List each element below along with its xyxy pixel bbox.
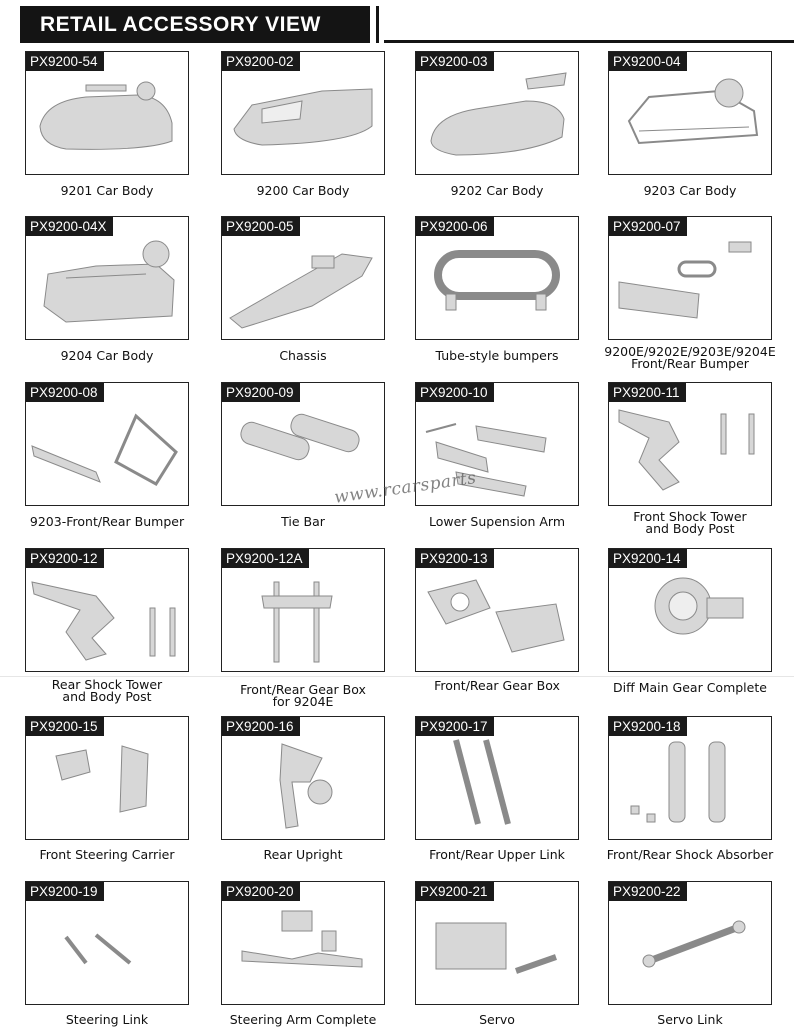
car-body-9202-illustration — [416, 71, 578, 175]
gear-box-illustration — [416, 568, 578, 672]
part-card[interactable] — [25, 51, 189, 175]
part-card[interactable] — [608, 51, 772, 175]
watermark: www.rcarsparts — [333, 468, 478, 508]
part-name: Servo Link — [657, 1012, 723, 1027]
part-card[interactable] — [221, 548, 385, 672]
part-code: PX9200-06 — [416, 217, 494, 236]
part-code: PX9200-12A — [222, 549, 309, 568]
part-code: PX9200-04 — [609, 52, 687, 71]
part-card[interactable] — [25, 881, 189, 1005]
servo-illustration — [416, 901, 578, 1005]
header-rule — [384, 40, 794, 43]
part-card[interactable] — [415, 716, 579, 840]
part-name: Tie Bar — [281, 514, 325, 529]
part-name: and Body Post — [62, 689, 152, 704]
steering-link-illustration — [26, 901, 188, 1005]
part-card[interactable] — [25, 548, 189, 672]
part-name: 9201 Car Body — [60, 183, 154, 198]
part-code: PX9200-16 — [222, 717, 300, 736]
part-name: Front/Rear Shock Absorber — [606, 847, 774, 862]
bumper-9203-illustration — [26, 402, 188, 506]
part-name: Front Steering Carrier — [39, 847, 175, 862]
part-name: Front Shock Tower — [633, 509, 747, 524]
part-name: Rear Shock Tower — [51, 677, 163, 692]
part-card[interactable] — [608, 548, 772, 672]
part-name: Front/Rear Bumper — [631, 356, 749, 371]
car-body-9203-illustration — [609, 71, 771, 175]
part-code: PX9200-15 — [26, 717, 104, 736]
part-name: Lower Supension Arm — [429, 514, 565, 529]
bumper-illustration — [609, 236, 771, 340]
part-card[interactable] — [25, 716, 189, 840]
part-code: PX9200-19 — [26, 882, 104, 901]
part-name: for 9204E — [272, 694, 334, 709]
part-card[interactable] — [415, 51, 579, 175]
steering-arm-illustration — [222, 901, 384, 1005]
part-card[interactable] — [25, 382, 189, 506]
part-name: 9200 Car Body — [256, 183, 350, 198]
part-name: 9202 Car Body — [450, 183, 544, 198]
chassis-illustration — [222, 236, 384, 340]
part-code: PX9200-04X — [26, 217, 113, 236]
part-name: Servo — [479, 1012, 515, 1027]
part-name: 9203-Front/Rear Bumper — [29, 514, 185, 529]
part-card[interactable] — [221, 881, 385, 1005]
part-code: PX9200-12 — [26, 549, 104, 568]
part-card[interactable] — [221, 216, 385, 340]
part-card[interactable] — [415, 216, 579, 340]
part-card[interactable] — [608, 716, 772, 840]
front-shock-tower-illustration — [609, 402, 771, 506]
part-card[interactable] — [221, 51, 385, 175]
part-card[interactable] — [221, 716, 385, 840]
part-code: PX9200-21 — [416, 882, 494, 901]
part-code: PX9200-22 — [609, 882, 687, 901]
part-name: Diff Main Gear Complete — [613, 680, 767, 695]
part-name: Front/Rear Upper Link — [429, 847, 565, 862]
part-card[interactable] — [415, 881, 579, 1005]
part-code: PX9200-17 — [416, 717, 494, 736]
tube-bumper-illustration — [416, 236, 578, 340]
gear-box-9204e-illustration — [222, 568, 384, 672]
shock-absorber-illustration — [609, 736, 771, 840]
part-name: Front/Rear Gear Box — [434, 678, 560, 693]
header-bar — [0, 0, 794, 44]
upper-link-illustration — [416, 736, 578, 840]
part-code: PX9200-09 — [222, 383, 300, 402]
part-card[interactable] — [608, 881, 772, 1005]
header-divider — [376, 6, 379, 43]
part-name: Rear Upright — [263, 847, 343, 862]
page-title: RETAIL ACCESSORY VIEW — [20, 6, 370, 43]
part-name: Tube-style bumpers — [435, 348, 559, 363]
servo-link-illustration — [609, 901, 771, 1005]
car-body-9204-illustration — [26, 236, 188, 340]
part-code: PX9200-03 — [416, 52, 494, 71]
part-name: and Body Post — [645, 521, 735, 536]
part-code: PX9200-02 — [222, 52, 300, 71]
part-card[interactable] — [415, 548, 579, 672]
diff-gear-illustration — [609, 568, 771, 672]
part-name: Chassis — [279, 348, 327, 363]
part-code: PX9200-11 — [609, 383, 686, 402]
part-code: PX9200-13 — [416, 549, 494, 568]
rear-upright-illustration — [222, 736, 384, 840]
part-card[interactable] — [608, 382, 772, 506]
part-code: PX9200-08 — [26, 383, 104, 402]
part-card[interactable] — [608, 216, 772, 340]
part-name: Front/Rear Gear Box — [240, 682, 366, 697]
car-body-9201-illustration — [26, 71, 188, 175]
rear-shock-tower-illustration — [26, 568, 188, 672]
steering-carrier-illustration — [26, 736, 188, 840]
part-name: 9203 Car Body — [643, 183, 737, 198]
part-name: Steering Arm Complete — [229, 1012, 377, 1027]
part-card[interactable] — [25, 216, 189, 340]
part-code: PX9200-14 — [609, 549, 687, 568]
part-code: PX9200-10 — [416, 383, 494, 402]
part-code: PX9200-07 — [609, 217, 687, 236]
part-name: Steering Link — [65, 1012, 149, 1027]
part-code: PX9200-05 — [222, 217, 300, 236]
car-body-9200-illustration — [222, 71, 384, 175]
part-code: PX9200-20 — [222, 882, 300, 901]
part-name: 9204 Car Body — [60, 348, 154, 363]
part-code: PX9200-54 — [26, 52, 104, 71]
part-code: PX9200-18 — [609, 717, 687, 736]
part-name: 9200E/9202E/9203E/9204E — [604, 344, 776, 359]
